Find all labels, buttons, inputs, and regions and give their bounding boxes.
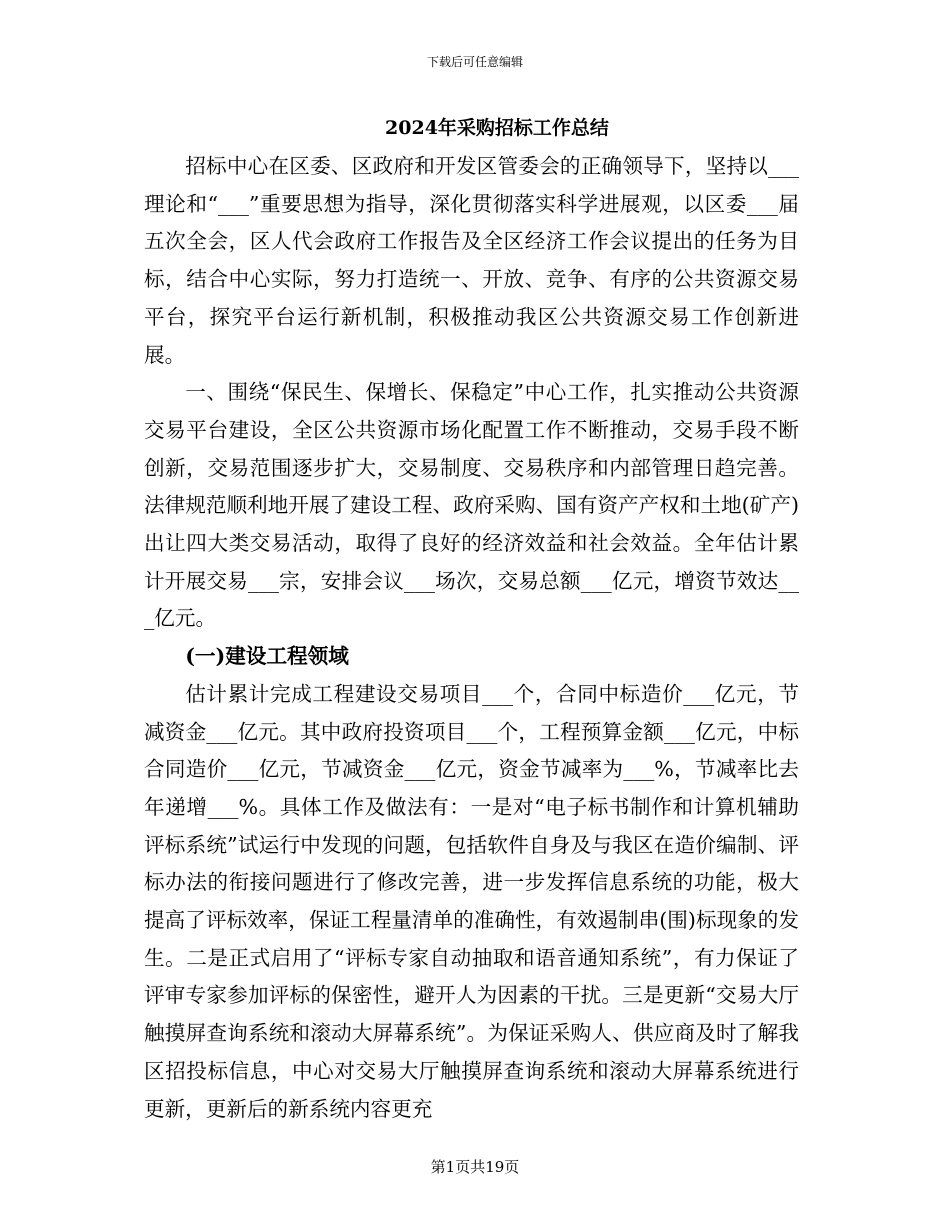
- document-body: [144, 148, 799, 1128]
- page-header-note: 下载后可任意编辑: [426, 55, 523, 69]
- section-heading-construction: (一)建设工程领域: [185, 644, 349, 669]
- paragraph-intro: 招标中心在区委、区政府和开发区管委会的正确领导下，坚持以___理论和“___”重要思想为指导，深化贯彻落实科学进展观，以区委___届五次全会，区人代会政府工作报告及全区经济工作会议提出的任务为目标，结合中心实际，努力打造统一、开放、竞争、有序的公共资源交易平台，探究平台运行新机制，积极推动我区公共资源交易工作创新进展。: [144, 154, 799, 367]
- page-footer-number: 第1页共19页: [430, 1158, 520, 1176]
- paragraph-construction-details: 估计累计完成工程建设交易项目___个，合同中标造价___亿元，节减资金___亿元。其中政府投资项目___个，工程预算金额___亿元，中标合同造价___亿元，节减资金___亿元，资金节减率为___%，节减率比去年递增___%。具体工作及做法有：一是对“电子标书制作和计算机辅助评标系统”试运行中发现的问题，包括软件自身及与我区在造价编制、评标办法的衔接问题进行了修改完善，进一步发挥信息系统的功能，极大提高了评标效率，保证工程量清单的准确性，有效遏制串(围)标现象的发生。二是正式启用了“评标专家自动抽取和语音通知系统”，有力保证了评审专家参加评标的保密性，避开人为因素的干扰。三是更新“交易大厅触摸屏查询系统和滚动大屏幕系统”。为保证采购人、供应商及时了解我区招投标信息，中心对交易大厅触摸屏查询系统和滚动大屏幕系统进行更新，更新后的新系统内容更充: [144, 681, 799, 1121]
- document-title: 2024年采购招标工作总结: [385, 117, 609, 139]
- paragraph-section-one: 一、围绕“保民生、保增长、保稳定”中心工作，扎实推动公共资源交易平台建设，全区公共资源市场化配置工作不断推动，交易手段不断创新，交易范围逐步扩大，交易制度、交易秩序和内部管理日趋完善。法律规范顺利地开展了建设工程、政府采购、国有资产产权和土地(矿产)出让四大类交易活动，取得了良好的经济效益和社会效益。全年估计累计开展交易___宗，安排会议___场次，交易总额___亿元，增资节效达___亿元。: [144, 380, 799, 631]
